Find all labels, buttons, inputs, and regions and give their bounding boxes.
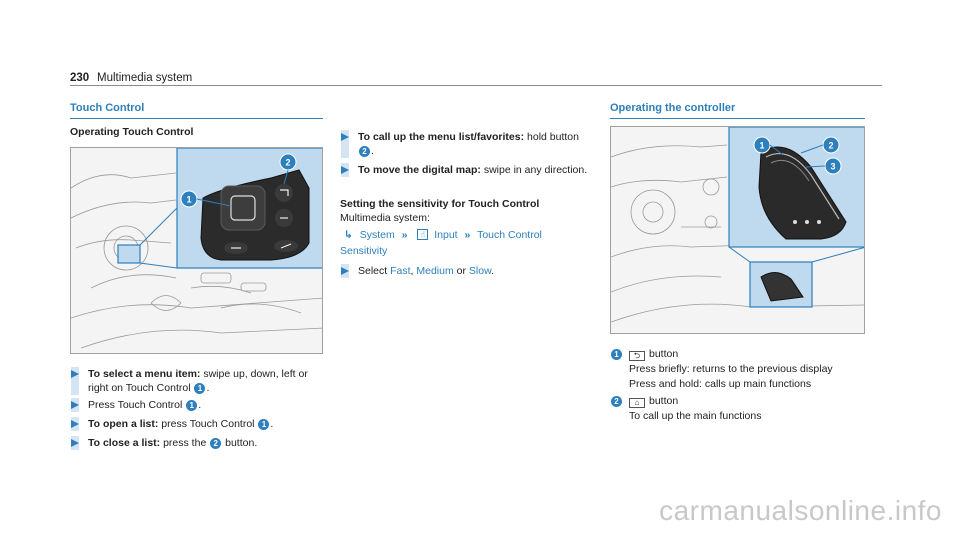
sensitivity-title: Setting the sensitivity for Touch Control xyxy=(340,198,540,210)
select-end: . xyxy=(491,265,495,277)
bullet-end: . xyxy=(371,145,374,157)
bullet-text: Press Touch Control xyxy=(88,399,186,411)
callout-ref: 2 xyxy=(210,438,221,449)
controller-figure xyxy=(610,126,865,334)
bullet-bold-text: To call up the menu list/favorites: xyxy=(358,131,525,143)
sensitivity-intro: Multimedia system: xyxy=(340,212,430,224)
bullet-arrow-icon xyxy=(71,420,79,428)
legend-item-2 xyxy=(610,394,870,424)
legend-label: button xyxy=(649,395,679,407)
select-prefix: Select xyxy=(358,265,391,277)
bullet-end: . xyxy=(270,418,274,430)
path-touch-control[interactable]: Touch Control xyxy=(477,229,542,241)
bullet-text: hold button xyxy=(524,131,579,143)
bullet-close-list xyxy=(70,436,323,450)
bullet-select-menu-item xyxy=(70,367,323,395)
bullet-bold-text: To open a list: xyxy=(88,418,159,430)
bullet-bold-text: To select a menu item: xyxy=(88,368,201,380)
legend-line: Press and hold: calls up main functions xyxy=(629,378,812,390)
path-sensitivity[interactable]: Sensitivity xyxy=(340,245,388,257)
bullet-end: button. xyxy=(222,437,258,449)
option-fast[interactable]: Fast xyxy=(390,265,411,277)
select-or: or xyxy=(453,265,469,277)
figure-callout-1: 1 xyxy=(186,194,192,205)
legend-line: To call up the main functions xyxy=(629,410,762,422)
controller-illustration xyxy=(611,127,865,334)
callout-ref: 1 xyxy=(258,419,269,430)
callout-ref: 1 xyxy=(186,400,197,411)
bullet-arrow-icon xyxy=(341,166,349,174)
submenu-arrow-icon: ↳ xyxy=(344,229,353,241)
bullet-open-list xyxy=(70,417,323,431)
select-comma: , xyxy=(410,265,417,277)
option-slow[interactable]: Slow xyxy=(468,265,492,277)
page-header xyxy=(70,70,882,86)
section-title-operating-controller: Operating the controller xyxy=(610,102,865,119)
legend-number: 2 xyxy=(611,396,622,407)
figure-callout-3: 3 xyxy=(830,161,836,172)
callout-ref: 1 xyxy=(194,383,205,394)
bullet-move-digital-map xyxy=(340,163,590,177)
path-system[interactable]: System xyxy=(359,229,395,241)
legend-label: button xyxy=(649,348,679,360)
legend-line: Press briefly: returns to the previous display xyxy=(629,363,833,375)
touch-control-illustration xyxy=(71,148,323,354)
bullet-text: swipe in any direction. xyxy=(480,164,588,176)
bullet-press-touch-control xyxy=(70,398,323,412)
page-number: 230 xyxy=(70,72,90,84)
touch-control-figure xyxy=(70,147,323,354)
path-input[interactable]: Input xyxy=(434,229,458,241)
bullet-arrow-icon xyxy=(341,133,349,141)
option-medium[interactable]: Medium xyxy=(416,265,454,277)
bullet-text: swipe up, down, left or right on Touch Control xyxy=(88,368,308,394)
home-icon: ⌂ xyxy=(629,398,645,408)
legend-number: 1 xyxy=(611,349,622,360)
bullet-bold-text: To move the digital map: xyxy=(358,164,481,176)
bullet-arrow-icon xyxy=(71,439,79,447)
subtitle-operating-touch-control: Operating Touch Control xyxy=(70,126,194,138)
watermark: carmanualsonline.info xyxy=(659,495,942,526)
legend-item-1 xyxy=(610,347,870,392)
bullet-arrow-icon xyxy=(71,401,79,409)
section-title-touch-control: Touch Control xyxy=(70,102,323,119)
bullet-text: press Touch Control xyxy=(158,418,258,430)
bullet-end: . xyxy=(206,382,210,394)
chapter-title: Multimedia system xyxy=(97,72,193,84)
bullet-call-up-menu-list xyxy=(340,130,590,158)
figure-callout-2: 2 xyxy=(285,157,291,168)
callout-ref: 2 xyxy=(359,146,370,157)
menu-path xyxy=(344,228,594,242)
input-icon: ☝ xyxy=(417,229,428,240)
figure-callout-2: 2 xyxy=(828,140,834,151)
bullet-bold-text: To close a list: xyxy=(88,437,161,449)
bullet-arrow-icon xyxy=(341,267,349,275)
bullet-end: . xyxy=(198,399,202,411)
bullet-select-sensitivity xyxy=(340,264,590,278)
back-icon: ⮌ xyxy=(629,351,645,361)
bullet-text: press the xyxy=(160,437,210,449)
figure-callout-1: 1 xyxy=(759,140,765,151)
path-separator-icon: » xyxy=(464,229,471,241)
bullet-arrow-icon xyxy=(71,370,79,378)
path-separator-icon: » xyxy=(401,229,408,241)
